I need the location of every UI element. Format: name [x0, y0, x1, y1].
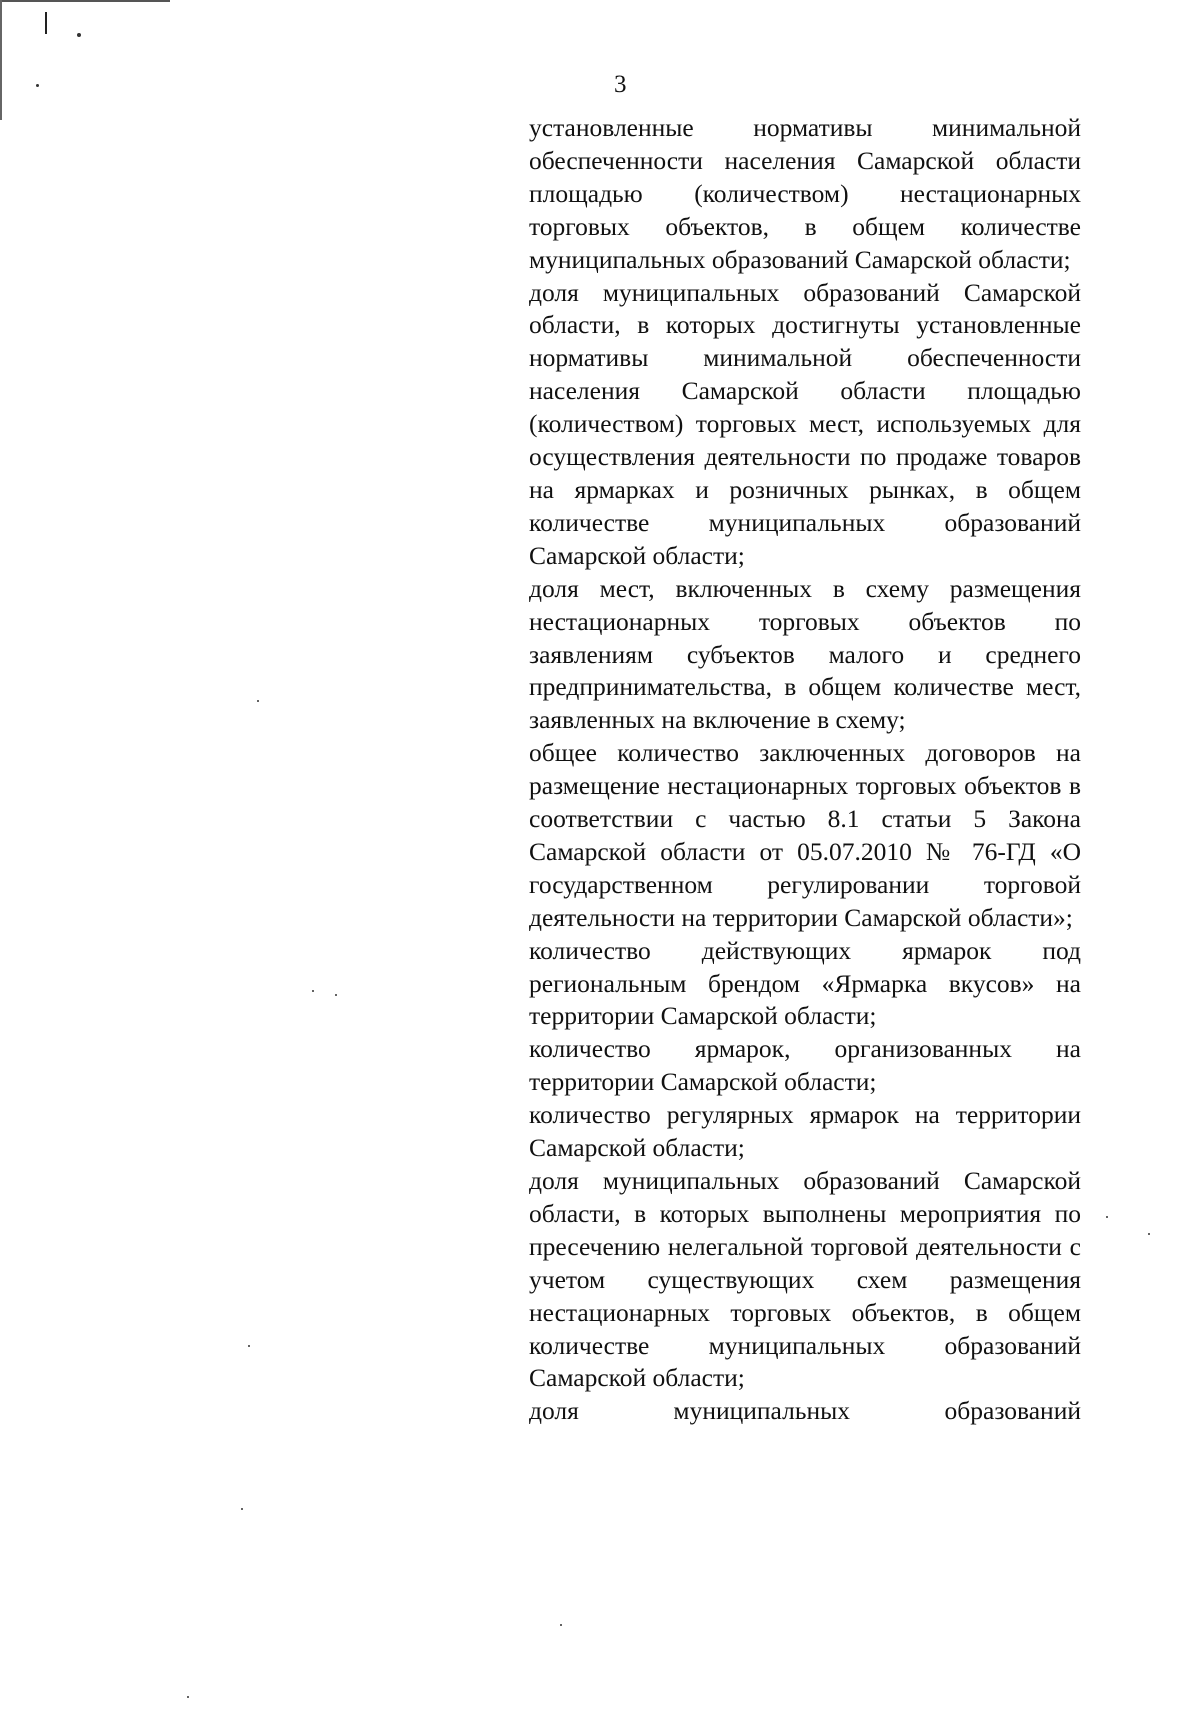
scan-mark — [45, 12, 47, 34]
page-number: 3 — [614, 71, 627, 98]
scan-speck — [1148, 1233, 1150, 1235]
paragraph-6: количество ярмарок, организованных на территории Самарской области; — [529, 1034, 1081, 1097]
scan-speck — [248, 1345, 250, 1347]
scan-speck — [241, 1508, 243, 1510]
scan-speck — [257, 700, 259, 702]
paragraph-3: доля мест, включенных в схему размещения нестационарных торговых объектов по заявлениям субъектов малого и среднего предпринимательства, в общем количестве мест, заявленных на включение в схему; — [529, 573, 1081, 735]
paragraph-1: установленные нормативы минимальной обеспеченности населения Самарской области площадью (количеством) нестационарных торговых объектов, в общем количестве муниципальных образований Самарской области; — [529, 113, 1081, 274]
scan-speck — [335, 994, 337, 996]
scan-edge-left — [0, 0, 2, 120]
paragraph-4: общее количество заключенных договоров на размещение нестационарных торговых объектов в соответствии с частью 8.1 статьи 5 Закона Самарской области от 05.07.2010 № 76-ГД «О государственном регулировании торговой деятельности на территории Самарской области»; — [529, 738, 1081, 932]
paragraph-9: доля муниципальных образований — [529, 1396, 1081, 1426]
scan-speck — [77, 33, 81, 37]
paragraph-7: количество регулярных ярмарок на территории Самарской области; — [529, 1100, 1081, 1163]
paragraph-5: количество действующих ярмарок под региональным брендом «Ярмарка вкусов» на территории Самарской области; — [529, 935, 1081, 1031]
paragraph-2: доля муниципальных образований Самарской области, в которых достигнуты установленные нормативы минимальной обеспеченности населения Самарской области площадью (количеством) торговых мест, используемых для осуществления деятельности по продаже товаров на ярмарках и розничных рынках, в общем количестве муниципальных образований Самарской области; — [529, 277, 1081, 570]
scan-speck — [187, 1696, 189, 1698]
scan-speck — [1106, 1216, 1108, 1218]
scan-speck — [36, 84, 39, 87]
document-body — [529, 112, 1081, 1428]
scan-speck — [560, 1624, 562, 1626]
scan-edge-top — [0, 0, 170, 2]
scan-speck — [312, 990, 314, 992]
paragraph-8: доля муниципальных образований Самарской области, в которых выполнены мероприятия по пресечению нелегальной торговой деятельности с учетом существующих схем размещения нестационарных торговых объектов, в общем количестве муниципальных образований Самарской области; — [529, 1166, 1081, 1393]
